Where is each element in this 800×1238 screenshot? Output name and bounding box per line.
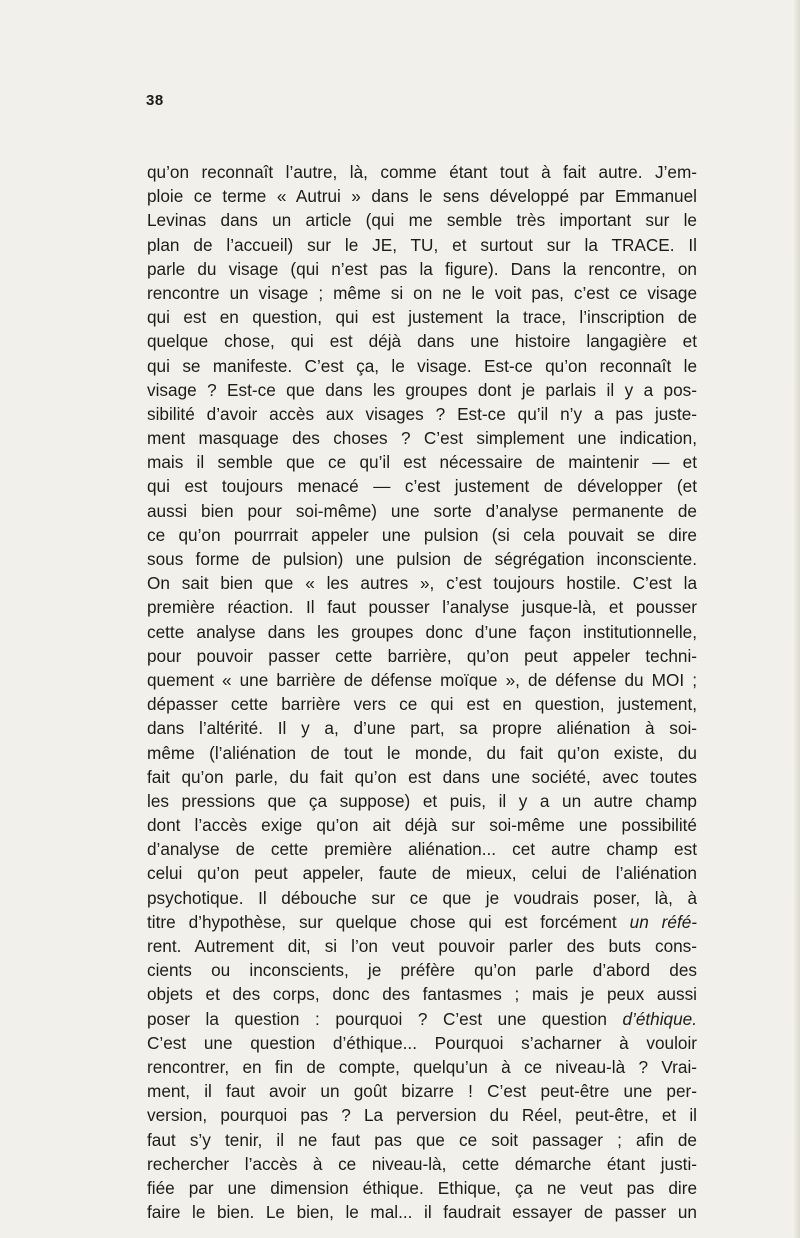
text-line: fiée par une dimension éthique. Ethique, ça ne veut pas dire xyxy=(147,1177,697,1198)
text-line: sibilité d’avoir accès aux visages ? Est-ce qu’il n’y a pas juste- xyxy=(147,403,697,424)
text-line: version, pourquoi pas ? La perversion du Réel, peut-être, et il xyxy=(147,1105,697,1126)
text-line: dont l’accès exige qu’on ait déjà sur soi-même une possibilité xyxy=(147,815,697,836)
text-line: d’analyse de cette première aliénation... cet autre champ est xyxy=(147,839,697,860)
text-line-with-italic xyxy=(147,1007,697,1031)
italic-term: d’éthique. xyxy=(622,1008,697,1029)
text-line: parle du visage (qui n’est pas la figure). Dans la rencontre, on xyxy=(147,258,697,279)
text-line: aussi bien pour soi-même) une sorte d’analyse permanente de xyxy=(147,500,697,521)
italic-term: un réfé- xyxy=(629,911,697,932)
text-line: dans l’altérité. Il y a, d’une part, sa propre aliénation à soi- xyxy=(147,718,697,739)
text-line: psychotique. Il débouche sur ce que je voudrais poser, là, à xyxy=(147,887,697,908)
line-text: titre d’hypothèse, sur quelque chose qui est forcément xyxy=(147,911,617,932)
text-line: ploie ce terme « Autrui » dans le sens développé par Emmanuel xyxy=(147,186,697,207)
line-text: poser la question : pourquoi ? C’est une question xyxy=(147,1008,607,1029)
text-line: ment, il faut avoir un goût bizarre ! C’est peut-être une per- xyxy=(147,1081,697,1102)
text-line: ce qu’on pourrrait appeler une pulsion (si cela pouvait se dire xyxy=(147,524,697,545)
text-line: dépasser cette barrière vers ce qui est en question, justement, xyxy=(147,694,697,715)
text-line: rencontrer, en fin de compte, quelqu’un à ce niveau-là ? Vrai- xyxy=(147,1056,697,1077)
text-line: les pressions que ça suppose) et puis, il y a un autre champ xyxy=(147,790,697,811)
text-line: cette analyse dans les groupes donc d’une façon institutionnelle, xyxy=(147,621,697,642)
page-number: 38 xyxy=(146,92,164,109)
text-line: Levinas dans un article (qui me semble très important sur le xyxy=(147,210,697,231)
text-line: On sait bien que « les autres », c’est toujours hostile. C’est la xyxy=(147,573,697,594)
text-line: faire le bien. Le bien, le mal... il faudrait essayer de passer un xyxy=(147,1202,697,1223)
text-line: première réaction. Il faut pousser l’analyse jusque-là, et pousser xyxy=(147,597,697,618)
text-line: quelque chose, qui est déjà dans une histoire langagière et xyxy=(147,331,697,352)
text-line: qui se manifeste. C’est ça, le visage. Est-ce qu’on reconnaît le xyxy=(147,355,697,376)
text-line: objets et des corps, donc des fantasmes ; mais je peux aussi xyxy=(147,984,697,1005)
text-line: plan de l’accueil) sur le JE, TU, et surtout sur la TRACE. Il xyxy=(147,234,697,255)
text-line: C’est une question d’éthique... Pourquoi s’acharner à vouloir xyxy=(147,1032,697,1053)
text-line: rent. Autrement dit, si l’on veut pouvoir parler des buts cons- xyxy=(147,936,697,956)
text-line: rechercher l’accès à ce niveau-là, cette démarche étant justi- xyxy=(147,1153,697,1174)
text-line: rencontre un visage ; même si on ne le voit pas, c’est ce visage xyxy=(147,282,697,303)
text-line: cients ou inconscients, je préfère qu’on parle d’abord des xyxy=(147,960,697,981)
text-line: qui est toujours menacé — c’est justement de développer (et xyxy=(147,476,697,497)
page-edge xyxy=(794,0,800,1238)
text-line: quement « une barrière de défense moïque », de défense du MOI ; xyxy=(147,669,697,690)
text-line: mais il semble que ce qu’il est nécessaire de maintenir — et xyxy=(147,452,697,473)
text-line: qui est en question, qui est justement la trace, l’inscription de xyxy=(147,307,697,328)
text-line: pour pouvoir passer cette barrière, qu’on peut appeler techni- xyxy=(147,645,697,666)
text-line-with-italic xyxy=(147,910,697,934)
text-line: même (l’aliénation de tout le monde, du fait qu’on existe, du xyxy=(147,742,697,763)
text-line: sous forme de pulsion) une pulsion de ségrégation inconsciente. xyxy=(147,549,697,569)
body-text xyxy=(147,160,697,1224)
text-line: qu’on reconnaît l’autre, là, comme étant tout à fait autre. J’em- xyxy=(147,162,697,182)
text-line: celui qu’on peut appeler, faute de mieux, celui de l’aliénation xyxy=(147,863,697,884)
text-line: faut s’y tenir, il ne faut pas que ce soit passager ; afin de xyxy=(147,1129,697,1150)
text-line: ment masquage des choses ? C’est simplement une indication, xyxy=(147,428,697,449)
text-line: visage ? Est-ce que dans les groupes dont je parlais il y a pos- xyxy=(147,379,697,400)
text-line: fait qu’on parle, du fait qu’on est dans une société, avec toutes xyxy=(147,766,697,787)
